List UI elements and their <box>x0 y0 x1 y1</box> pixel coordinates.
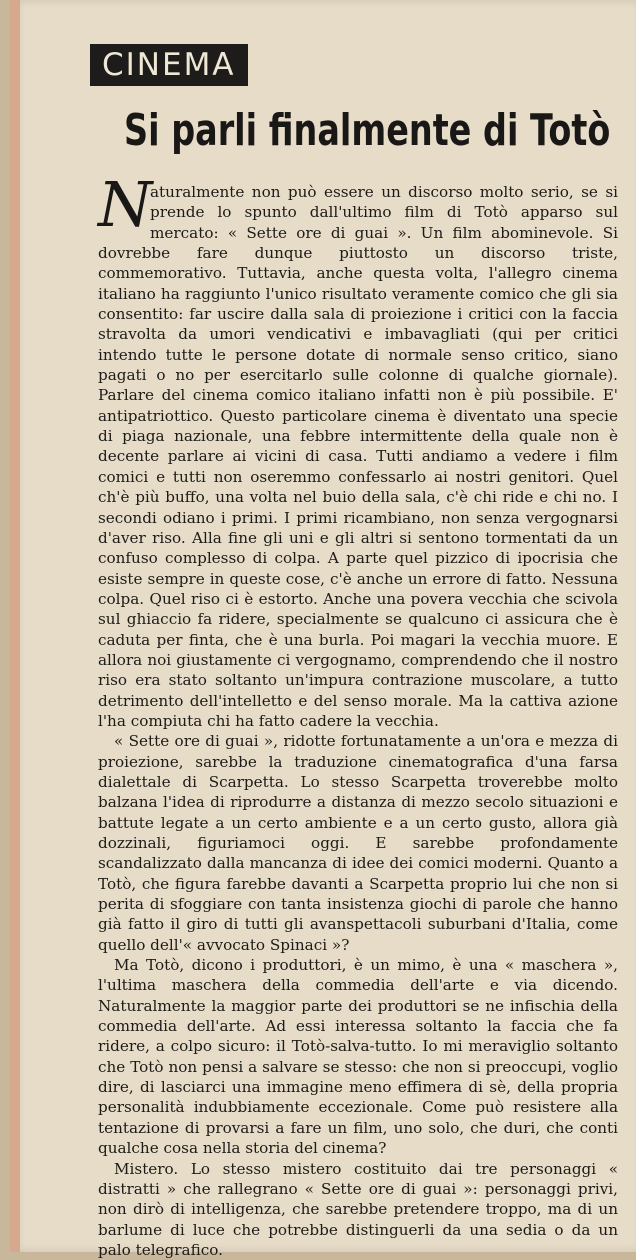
paragraph: Ma Totò, dicono i produttori, è un mimo, è una « maschera », l'ultima maschera della commedia dell'arte e via dicendo. Naturalmente la maggior parte dei produttori se ne infischia della commedia dell'arte. Ad essi interessa soltanto la faccia che fa ridere, a colpo sicuro: il Totò-salva-tutto. Io mi meraviglio soltanto che Totò non pensi a salvare se stesso: che non si preoccupi, voglio dire, di lasciarci una immagine meno effimera di sè, della propria personalità indubbiamente eccezionale. Come può resistere alla tentazione di provarsi a fare un film, uno solo, che duri, che conti qualche cosa nella storia del cinema? <box>98 955 618 1158</box>
magazine-page <box>10 0 636 1252</box>
drop-cap: N <box>98 182 146 226</box>
paragraph: « Sette ore di guai », ridotte fortunatamente a un'ora e mezza di proiezione, sarebbe la traduzione cinematografica d'una farsa dialettale di Scarpetta. Lo stesso Scarpetta troverebbe molto balzana l'idea di riprodurre a distanza di mezzo secolo situazioni e battute legate a un certo ambiente e a un certo gusto, allora già dozzinali, figuriamoci oggi. E sarebbe profondamente scandalizzato dalla mancanza di idee dei comici moderni. Quanto a Totò, che figura farebbe davanti a Scarpetta proprio lui che non si perita di sfoggiare con tanta insistenza giochi di parole che hanno già fatto il giro di tutti gli avanspettacoli suburbani d'Italia, come quello dell'« avvocato Spinaci »? <box>98 731 618 955</box>
paragraph <box>98 182 618 731</box>
page-edge <box>10 0 20 1252</box>
paragraph-text: aturalmente non può essere un discorso molto serio, se si prende lo spunto dall'ultimo film di Totò apparso sul mercato: « Sette ore di guai ». Un film abominevole. Si dovrebbe fare dunque piuttosto un discorso triste, commemorativo. Tuttavia, anche questa volta, l'allegro cinema italiano ha raggiunto l'unico risultato veramente comico che gli sia consentito: far uscire dalla sala di proiezione i critici con la faccia stravolta da umori vendicativi e imbavagliati (qui per critici intendo tutte le persone dotate di normale senso critico, siano pagati o no per esercitarlo sulle colonne di qualche giornale). Parlare del cinema comico italiano infatti non è più possibile. E' antipatriottico. Questo particolare cinema è diventato una specie di piaga nazionale, una febbre intermittente della quale non è decente parlare ai vicini di casa. Tutti andiamo a vedere i film comici e tutti non oseremmo confessarlo ai nostri genitori. Quel ch'è più buffo, una volta nel buio della sala, c'è chi ride e chi no. I secondi odiano i primi. I primi ricambiano, non senza vergognarsi d'aver riso. Alla fine gli uni e gli altri si sentono tormentati da un confuso complesso di colpa. A parte quel pizzico di ipocrisia che esiste sempre in queste cose, c'è anche un errore di fatto. Nessuna colpa. Quel riso ci è estorto. Anche una povera vecchia che scivola sul ghiaccio fa ridere, specialmente se qualcuno ci assicura che è caduta per finta, che è una burla. Poi magari la vecchia muore. E allora noi giustamente ci vergognamo, comprendendo che il nostro riso era stato soltanto un'impura contrazione muscolare, a tutto detrimento dell'intelletto e del senso morale. Ma la cattiva azione l'ha compiuta chi ha fatto cadere la vecchia. <box>98 183 618 730</box>
article-body <box>98 182 618 1260</box>
section-label: CINEMA <box>90 44 248 86</box>
paragraph: Mistero. Lo stesso mistero costituito dai tre personaggi « distratti » che rallegrano « Sette ore di guai »: personaggi privi, non dirò di intelligenza, che sarebbe pretendere troppo, ma di un barlume di luce che potrebbe distinguerli da una sedia o da un palo telegrafico. <box>98 1159 618 1260</box>
headline: Si parli finalmente di Totò <box>124 92 481 170</box>
